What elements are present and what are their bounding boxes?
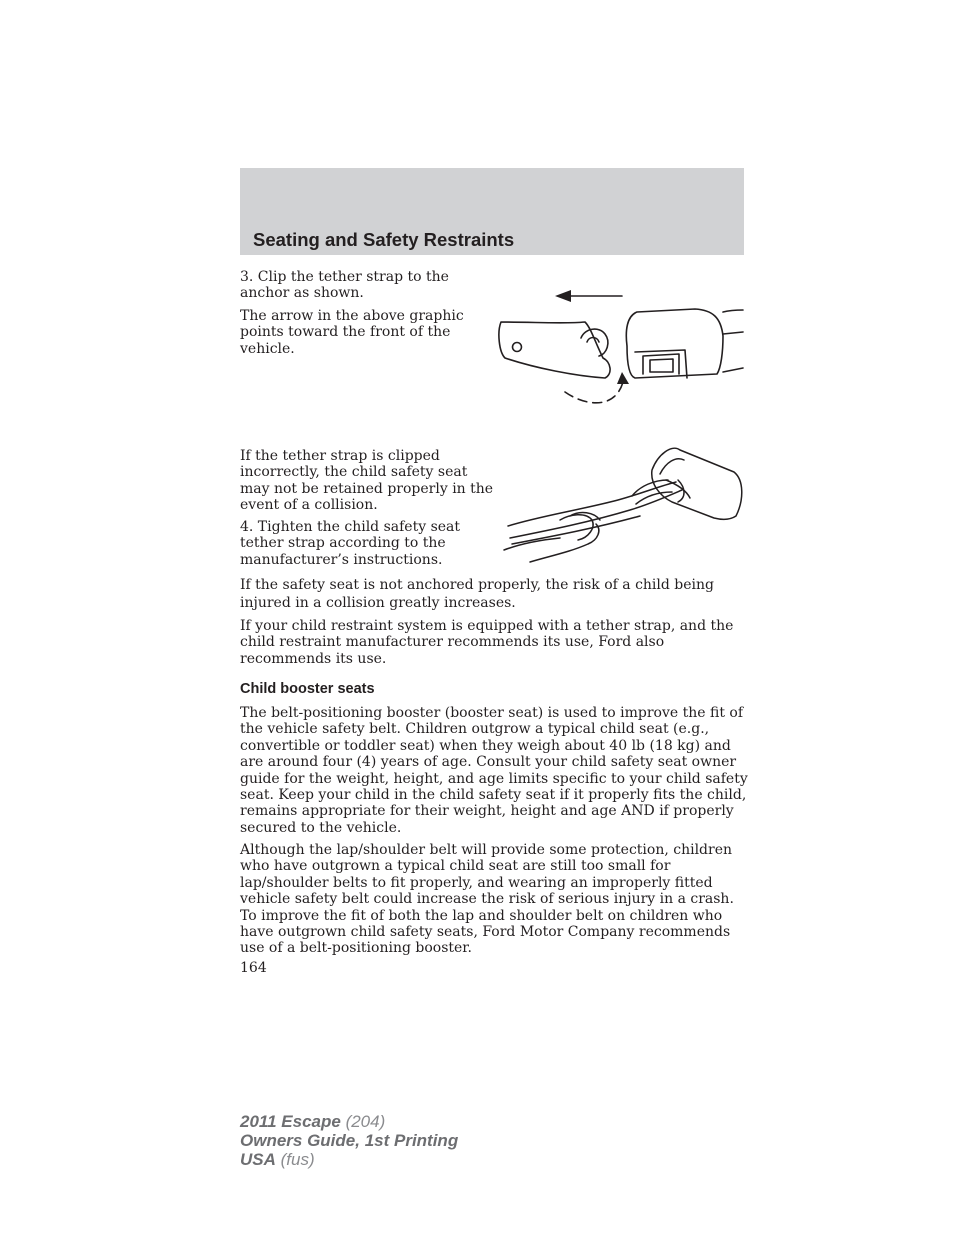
step-4-instruction: 4. Tighten the child safety seat tether strap according to the manufacturer’s instructions. <box>240 519 461 568</box>
step-3-instruction: 3. Clip the tether strap to the anchor as shown. <box>240 269 449 302</box>
footer-market-code: (fus) <box>280 1150 315 1169</box>
tether-recommendation-paragraph: If your child restraint system is equipped with a tether strap, and the child restraint manufacturer recommends its use, Ford also recommends its use. <box>240 618 734 667</box>
page-number: 164 <box>240 960 267 976</box>
footer-model: 2011 Escape <box>240 1112 341 1131</box>
section-header-bar <box>240 168 744 255</box>
child-booster-seats-heading: Child booster seats <box>240 681 375 697</box>
footer-guide-edition: Owners Guide, 1st Printing <box>240 1131 459 1150</box>
section-title: Seating and Safety Restraints <box>253 229 515 250</box>
document-footer <box>240 1112 458 1169</box>
incorrect-clip-warning: If the tether strap is clipped incorrectly, the child safety seat may not be retained properly in the event of a collision. <box>240 448 494 514</box>
clip-motion-arrowhead <box>617 372 629 384</box>
footer-model-code: (204) <box>345 1112 386 1131</box>
anchor-risk-paragraph: If the safety seat is not anchored properly, the risk of a child being injured in a collision greatly increases. <box>240 577 714 611</box>
arrow-explanation: The arrow in the above graphic points toward the front of the vehicle. <box>240 308 464 357</box>
clip-motion-path <box>565 382 623 403</box>
front-arrow-head <box>555 290 571 302</box>
booster-paragraph-2: Although the lap/shoulder belt will provide some protection, children who have outgrown a typical child seat are still too small for lap/shoulder belts to fit properly, and wearing an improperly fitted vehicle safety belt could increase the risk of serious injury in a crash. To improve the fit of both the lap and shoulder belt on children who have outgrown child safety seats, Ford Motor Company recommends use of a belt-positioning booster. <box>240 842 734 957</box>
tighten-strap-illustration <box>500 440 745 565</box>
footer-market: USA <box>240 1150 276 1169</box>
booster-paragraph-1: The belt-positioning booster (booster seat) is used to improve the fit of the vehicle safety belt. Children outgrow a typical child seat (e.g., convertible or toddler seat) when they weigh about 40 lb (18 kg) and are around four (4) years of age. Consult your child safety seat owner guide for the weight, height, and age limits specific to your child safety seat. Keep your child in the child safety seat if it properly fits the child, remains appropriate for their weight, height and age AND if properly secured to the vehicle. <box>240 705 748 836</box>
tether-clip-illustration <box>495 282 745 412</box>
